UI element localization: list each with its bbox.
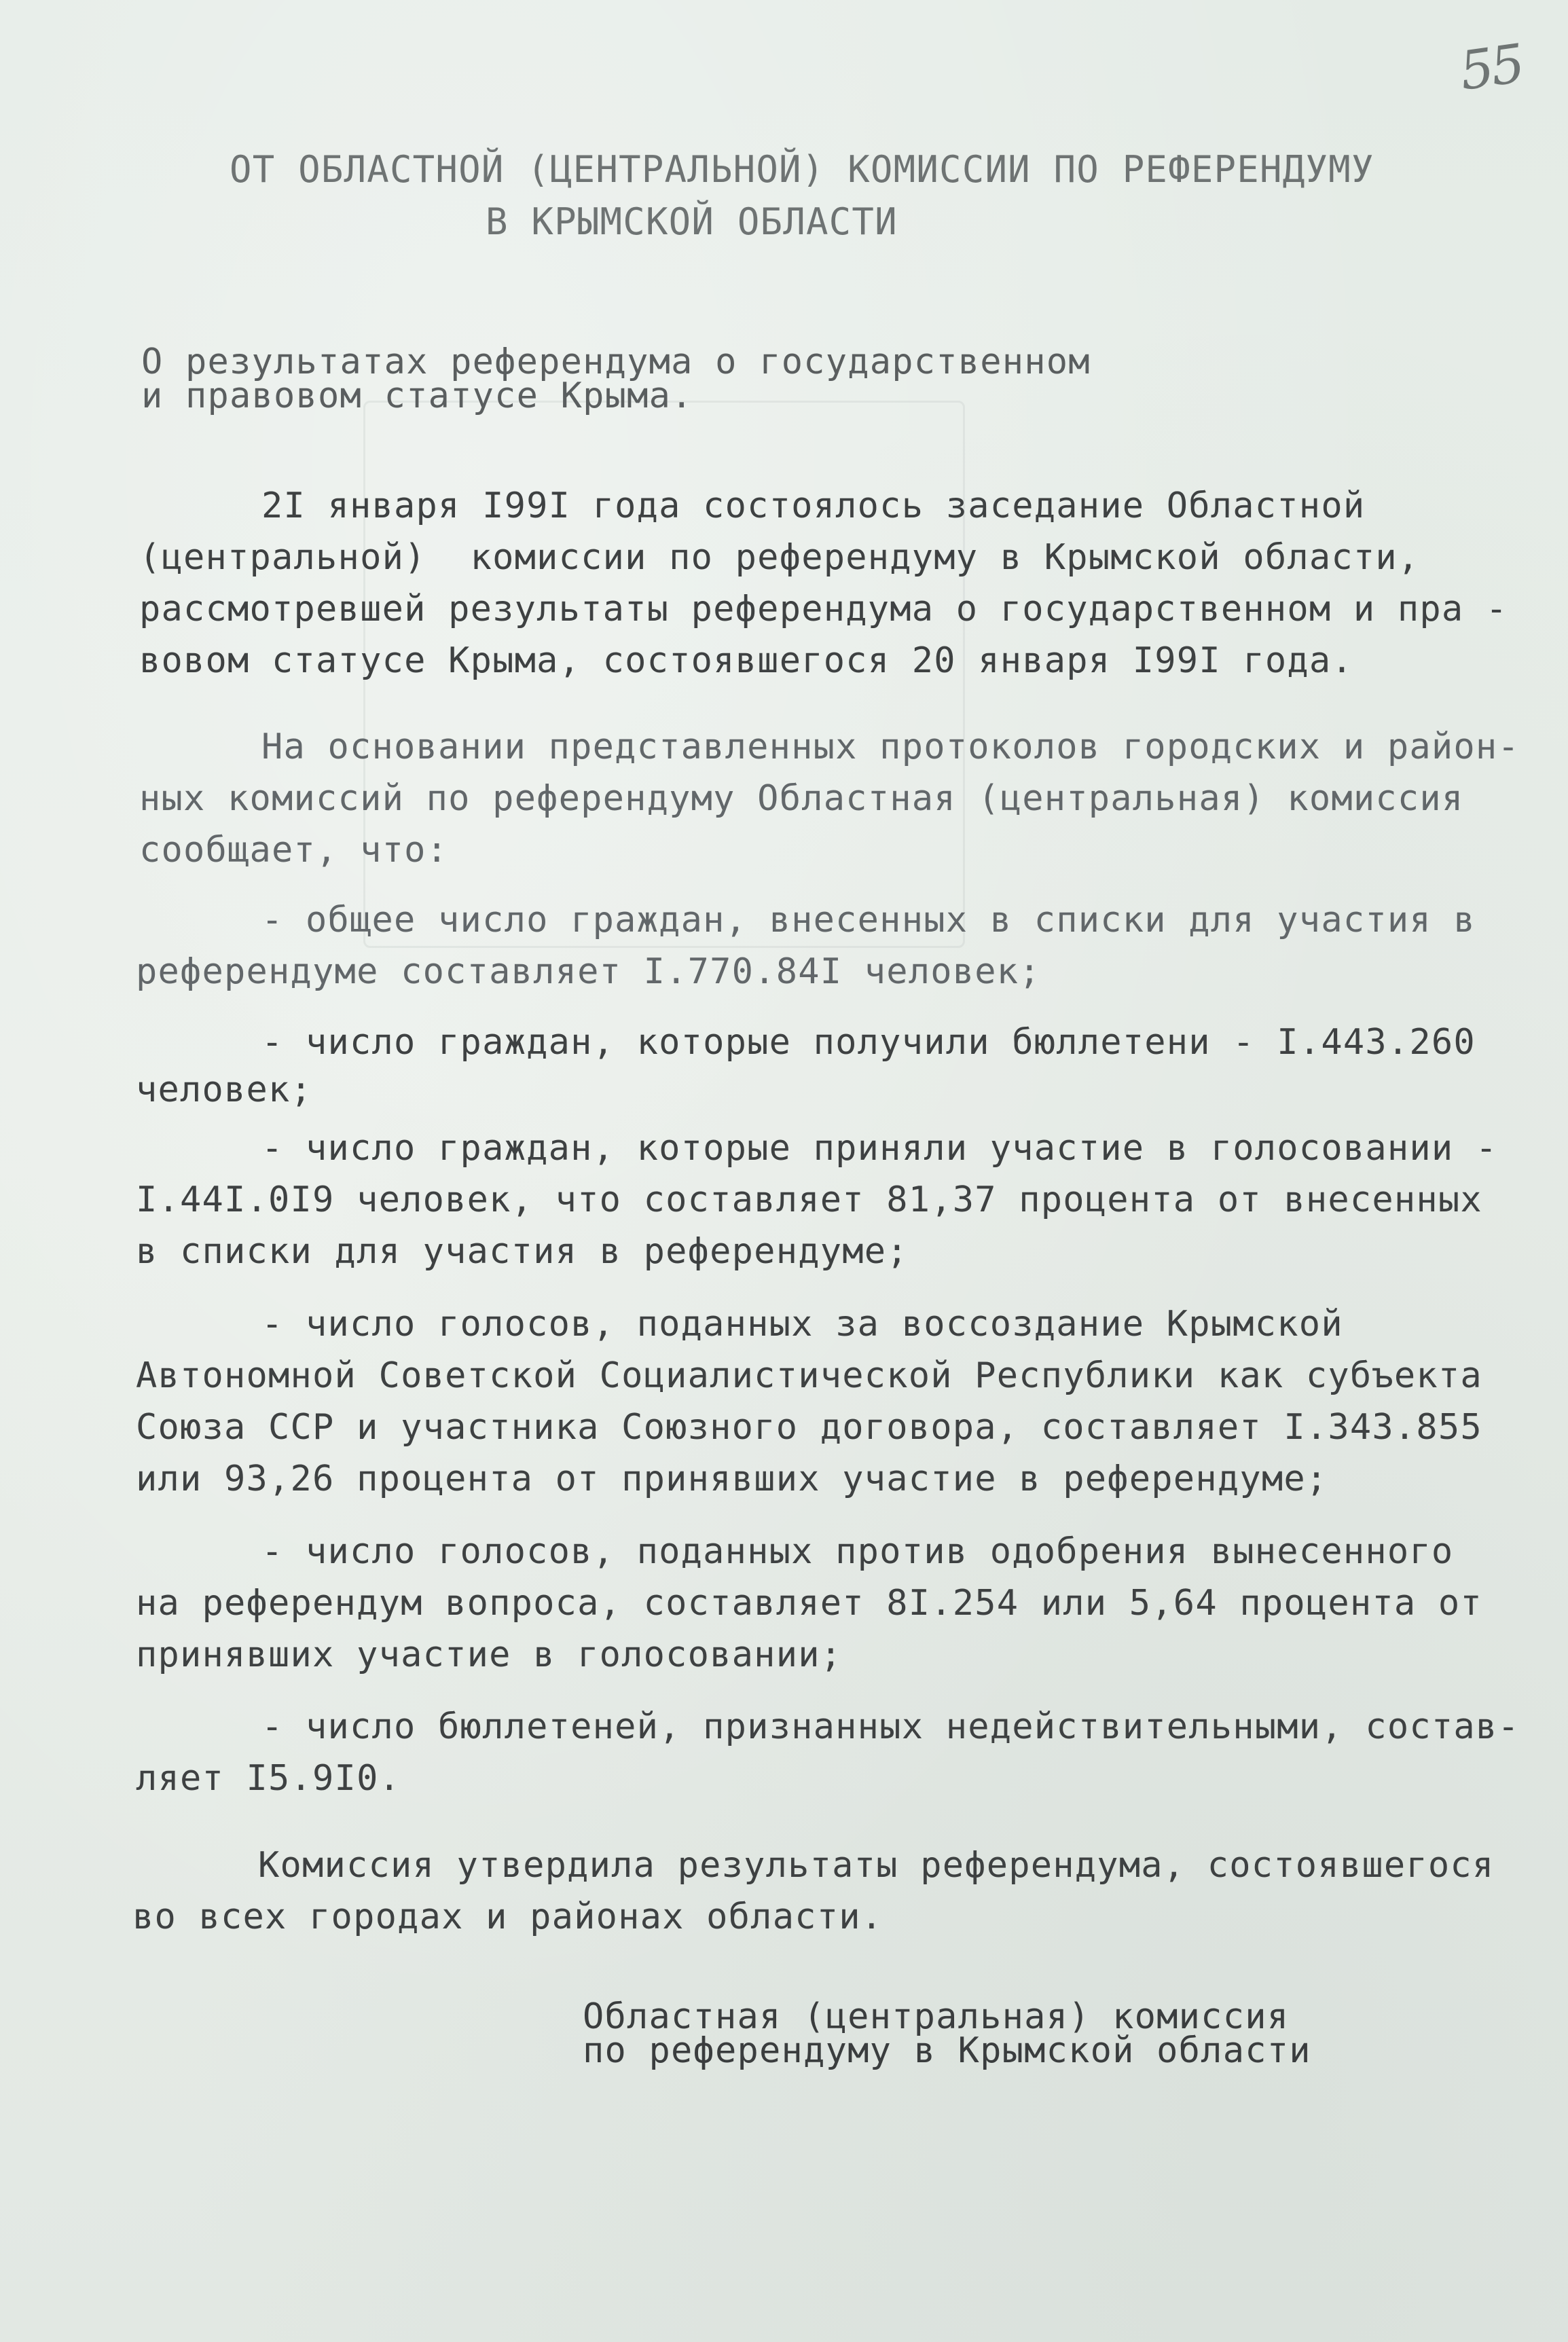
item-3-line-1: - число граждан, которые приняли участие в голосовании - bbox=[261, 1128, 1498, 1169]
heading-line-2: В КРЫМСКОЙ ОБЛАСТИ bbox=[486, 200, 898, 243]
paragraph-1-line-2: (центральной) комиссии по референдуму в Крымской области, bbox=[139, 537, 1420, 578]
paragraph-1-line-3: рассмотревшей результаты референдума о государственном и пра - bbox=[139, 589, 1508, 629]
item-1-line-1: - общее число граждан, внесенных в списки для участия в bbox=[261, 900, 1476, 940]
item-3-line-2: I.44I.0I9 человек, что составляет 81,37 процента от внесенных bbox=[136, 1179, 1482, 1220]
paragraph-1-line-4: вовом статусе Крыма, состоявшегося 20 января I99I года. bbox=[139, 640, 1353, 681]
signature-line-1: Областная (центральная) комиссия bbox=[583, 1996, 1290, 2037]
paragraph-2-line-2: ных комиссий по референдуму Областная (центральная) комиссия bbox=[139, 778, 1464, 819]
item-3-line-3: в списки для участия в референдуме; bbox=[136, 1231, 909, 1272]
paragraph-1-line-1: 2I января I99I года состоялось заседание Областной bbox=[261, 486, 1366, 526]
item-5-line-1: - число голосов, поданных против одобрения вынесенного bbox=[261, 1531, 1454, 1572]
heading-line-1: ОТ ОБЛАСТНОЙ (ЦЕНТРАЛЬНОЙ) КОМИССИИ ПО РЕФЕРЕНДУМУ bbox=[230, 148, 1374, 191]
paragraph-3-line-2: во всех городах и районах области. bbox=[132, 1897, 883, 1937]
item-1-line-2: референдуме составляет I.770.84I человек; bbox=[136, 951, 1041, 992]
item-2-line-1: - число граждан, которые получили бюллетени - I.443.260 bbox=[261, 1022, 1476, 1063]
signature-line-2: по референдуму в Крымской области bbox=[583, 2030, 1311, 2071]
item-5-line-3: принявших участие в голосовании; bbox=[136, 1634, 843, 1675]
item-6-line-2: ляет I5.9I0. bbox=[136, 1758, 401, 1799]
subject-line-1: О результатах референдума о государственном bbox=[141, 342, 1091, 382]
item-5-line-2: на референдум вопроса, составляет 8I.254 или 5,64 процента от bbox=[136, 1583, 1482, 1624]
folio-number: 55 bbox=[1456, 33, 1527, 103]
subject-line-2: и правовом статусе Крыма. bbox=[141, 376, 693, 416]
paragraph-3-line-1: Комиссия утвердила результаты референдума, состоявшегося bbox=[258, 1845, 1495, 1886]
item-2-line-2: человек; bbox=[136, 1069, 313, 1110]
item-4-line-4: или 93,26 процента от принявших участие в референдуме; bbox=[136, 1459, 1328, 1499]
item-4-line-3: Союза ССР и участника Союзного договора, составляет I.343.855 bbox=[136, 1407, 1482, 1448]
item-6-line-1: - число бюллетеней, признанных недействительными, состав- bbox=[261, 1706, 1520, 1747]
item-4-line-1: - число голосов, поданных за воссоздание Крымской bbox=[261, 1304, 1343, 1344]
paragraph-2-line-1: На основании представленных протоколов городских и район- bbox=[261, 727, 1520, 767]
item-4-line-2: Автономной Советской Социалистической Республики как субъекта bbox=[136, 1355, 1482, 1396]
paragraph-2-line-3: сообщает, что: bbox=[139, 830, 449, 871]
